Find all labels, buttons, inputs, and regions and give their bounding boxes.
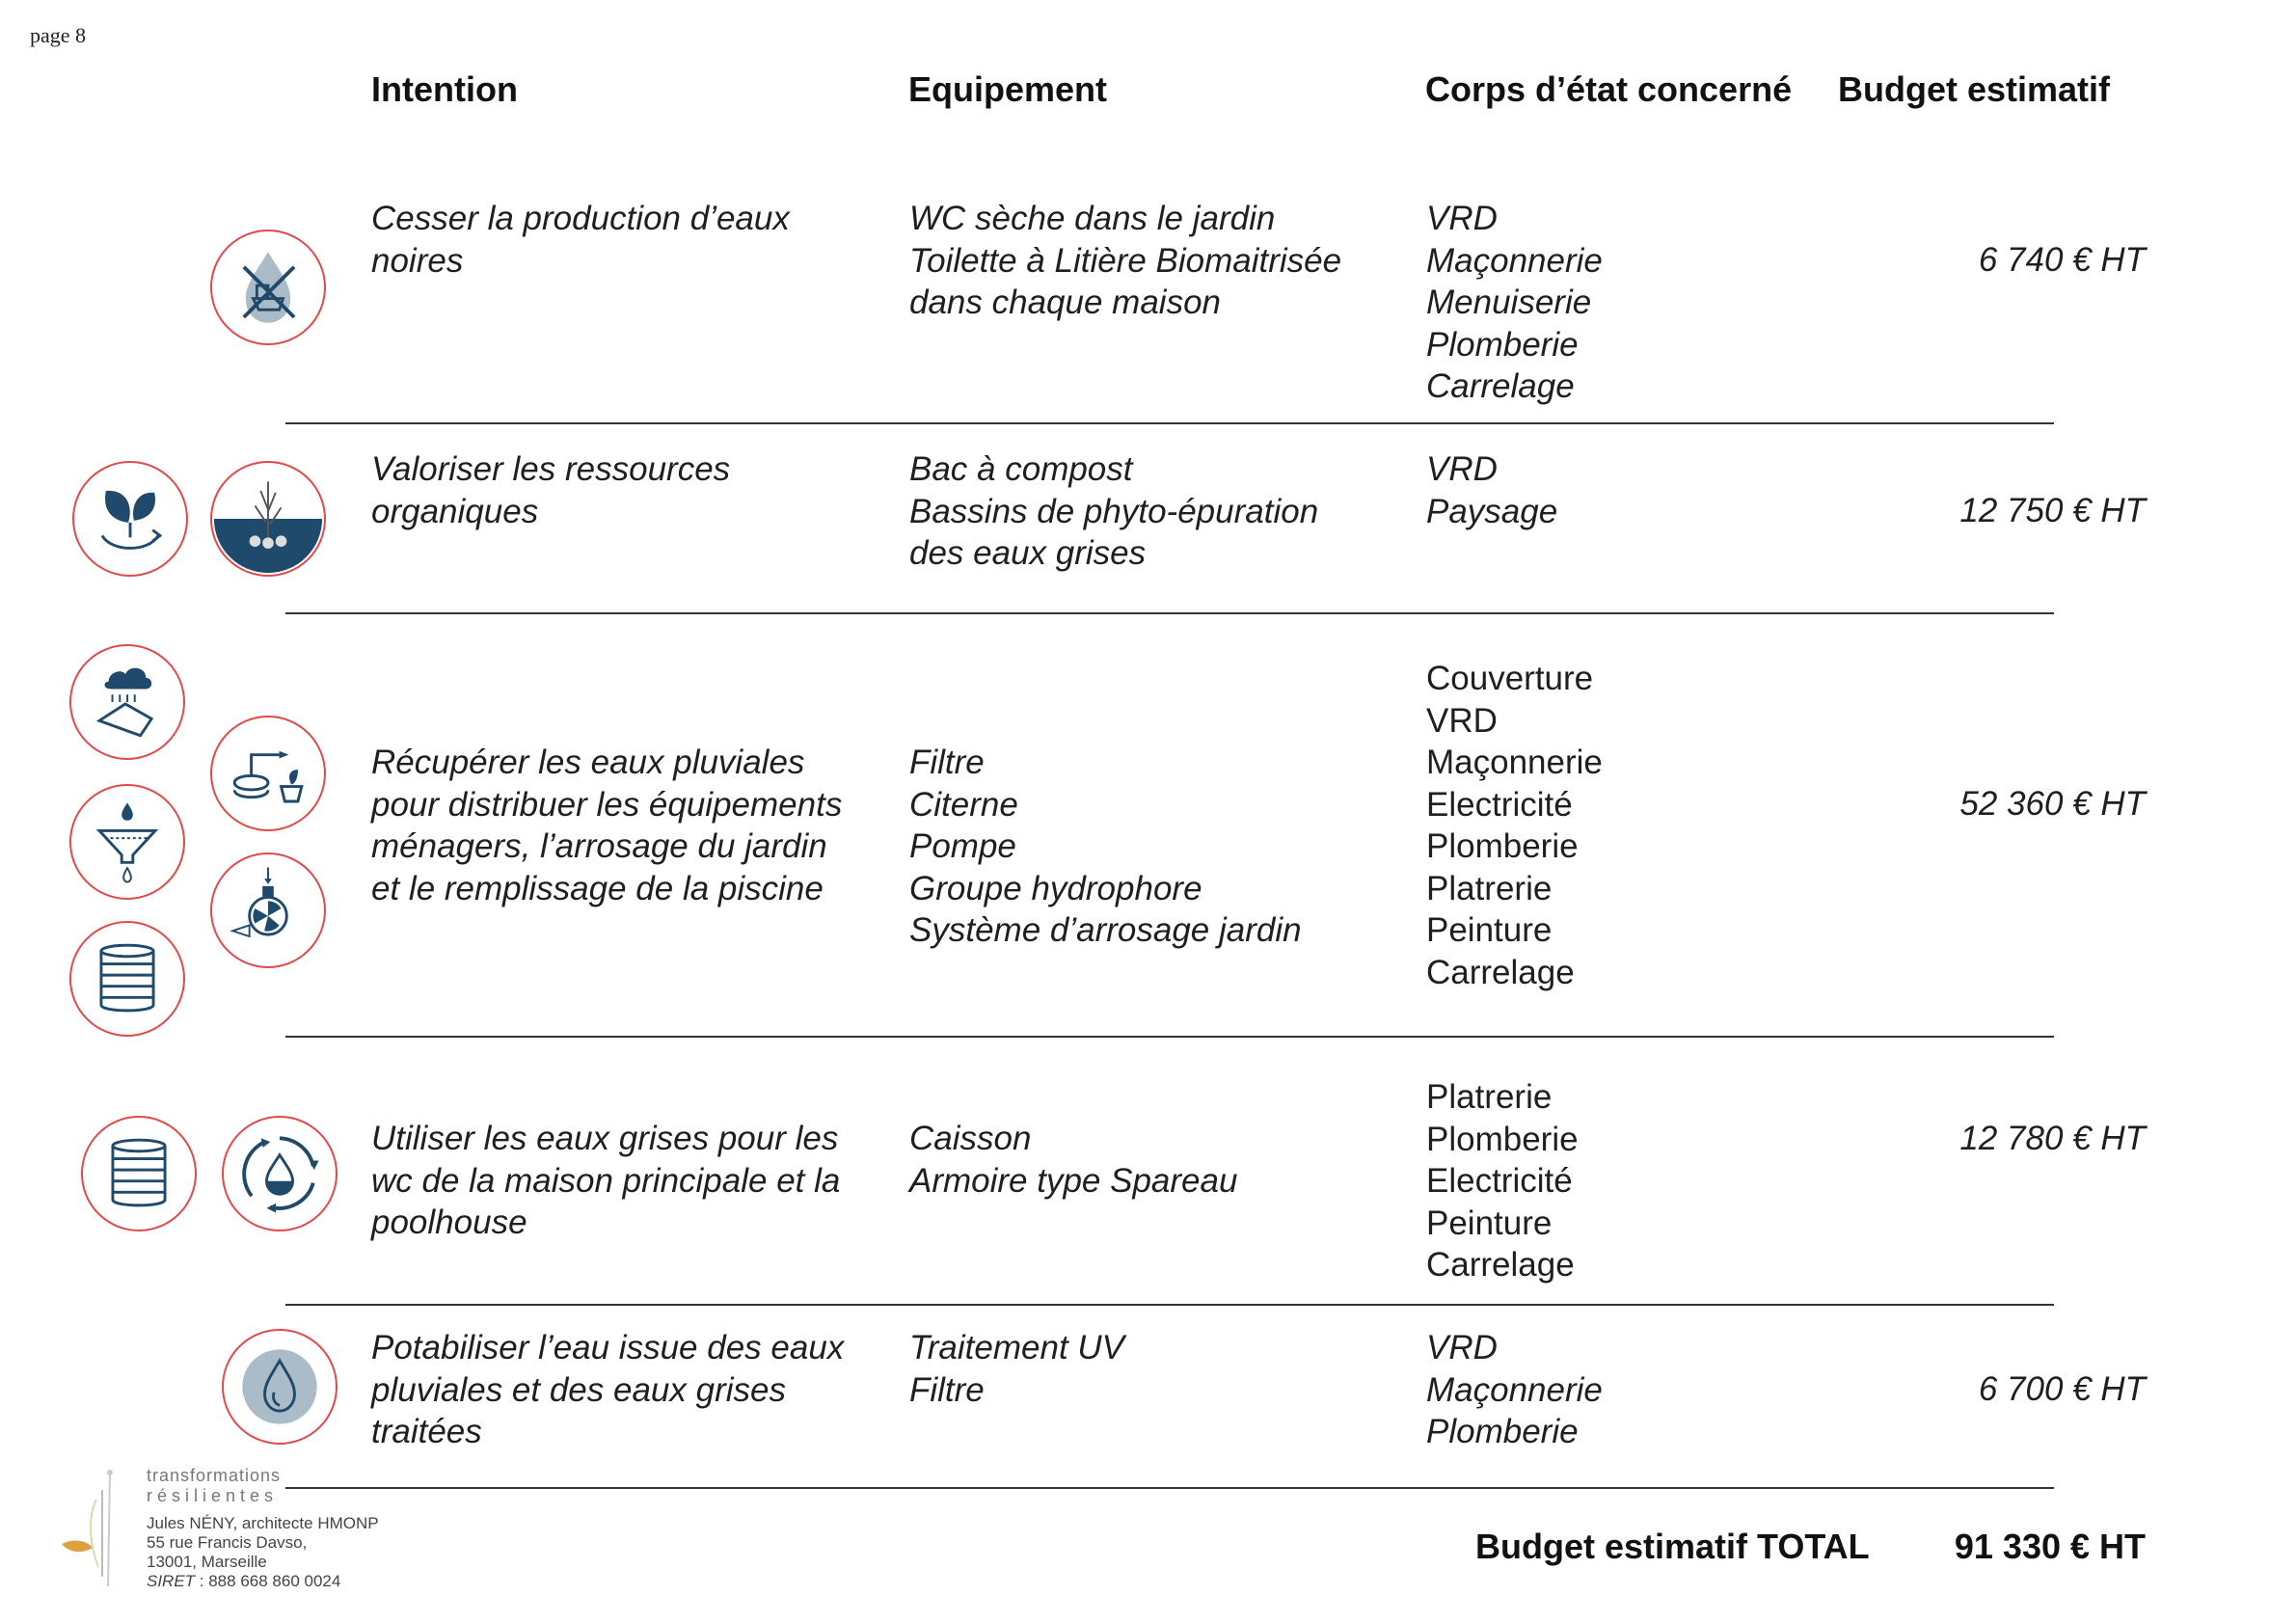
row5-corps: VRD Maçonnerie Plomberie [1426, 1329, 1603, 1450]
row1-equipement: WC sèche dans le jardin Toilette à Litière Biomaitrisée dans chaque maison [909, 200, 1342, 321]
header-equipement: Equipement [908, 69, 1108, 109]
brand-line2: résilientes [147, 1486, 279, 1505]
row-divider [285, 1487, 2054, 1489]
row-divider [285, 1036, 2054, 1038]
row5-equipement: Traitement UV Filtre [909, 1329, 1125, 1409]
row-divider [285, 612, 2054, 614]
header-budget: Budget estimatif [1838, 69, 2111, 109]
total-label: Budget estimatif TOTAL [1475, 1527, 1870, 1566]
pump-icon [210, 852, 326, 968]
row1-corps: VRD Maçonnerie Menuiserie Plomberie Carrelage [1426, 200, 1603, 405]
rain-roof-icon [69, 644, 185, 760]
footer-siret: SIRET : 888 668 860 0024 [147, 1572, 341, 1590]
water-tank-icon [81, 1116, 197, 1231]
row4-equipement: Caisson Armoire type Spareau [909, 1120, 1238, 1200]
footer-address-line1: 55 rue Francis Davso, [147, 1533, 308, 1552]
brand-line1: transformations [147, 1466, 282, 1485]
footer-address [147, 1514, 379, 1591]
compost-recycle-icon [72, 461, 188, 577]
row-divider [285, 422, 2054, 424]
row2-intention: Valoriser les ressources organiques [371, 450, 731, 530]
row1-intention: Cesser la production d’eaux noires [371, 200, 790, 280]
row1-budget: 6 740 € HT [1978, 241, 2146, 279]
water-tank-icon [69, 921, 185, 1037]
water-drop-icon [222, 1329, 338, 1445]
phyto-epuration-icon [210, 461, 326, 577]
footer-address-line2: 13001, Marseille [147, 1553, 267, 1571]
row-divider [285, 1304, 2054, 1306]
row4-budget: 12 780 € HT [1959, 1120, 2146, 1157]
row5-intention: Potabiliser l’eau issue des eaux pluviales et des eaux grises traitées [371, 1329, 845, 1450]
row3-corps: Couverture VRD Maçonnerie Electricité Plomberie Platrerie Peinture Carrelage [1426, 660, 1603, 991]
row3-equipement: Filtre Citerne Pompe Groupe hydrophore Système d’arrosage jardin [909, 744, 1302, 949]
total-value: 91 330 € HT [1954, 1527, 2146, 1566]
row3-budget: 52 360 € HT [1959, 785, 2146, 823]
page-number: page 8 [30, 23, 87, 47]
logo-mark [58, 1461, 116, 1606]
row3-intention: Récupérer les eaux pluviales pour distribuer les équipements ménagers, l’arrosage du jardin et le remplissage de la piscine [371, 744, 843, 907]
footer-brand [147, 1466, 281, 1506]
header-corps: Corps d’état concerné [1425, 69, 1793, 109]
row4-intention: Utiliser les eaux grises pour les wc de la maison principale et la poolhouse [371, 1120, 841, 1241]
footer-author: Jules NÉNY, architecte HMONP [147, 1514, 379, 1532]
water-cycle-icon [222, 1116, 338, 1231]
row4-corps: Platrerie Plomberie Electricité Peinture Carrelage [1426, 1078, 1579, 1284]
no-toilet-water-icon [210, 230, 326, 345]
filter-funnel-icon [69, 784, 185, 900]
row2-corps: VRD Paysage [1426, 450, 1558, 530]
row2-budget: 12 750 € HT [1959, 492, 2146, 529]
row2-equipement: Bac à compost Bassins de phyto-épuration des eaux grises [909, 450, 1319, 572]
garden-hose-icon [210, 716, 326, 831]
header-intention: Intention [371, 69, 518, 109]
row5-budget: 6 700 € HT [1978, 1370, 2146, 1408]
